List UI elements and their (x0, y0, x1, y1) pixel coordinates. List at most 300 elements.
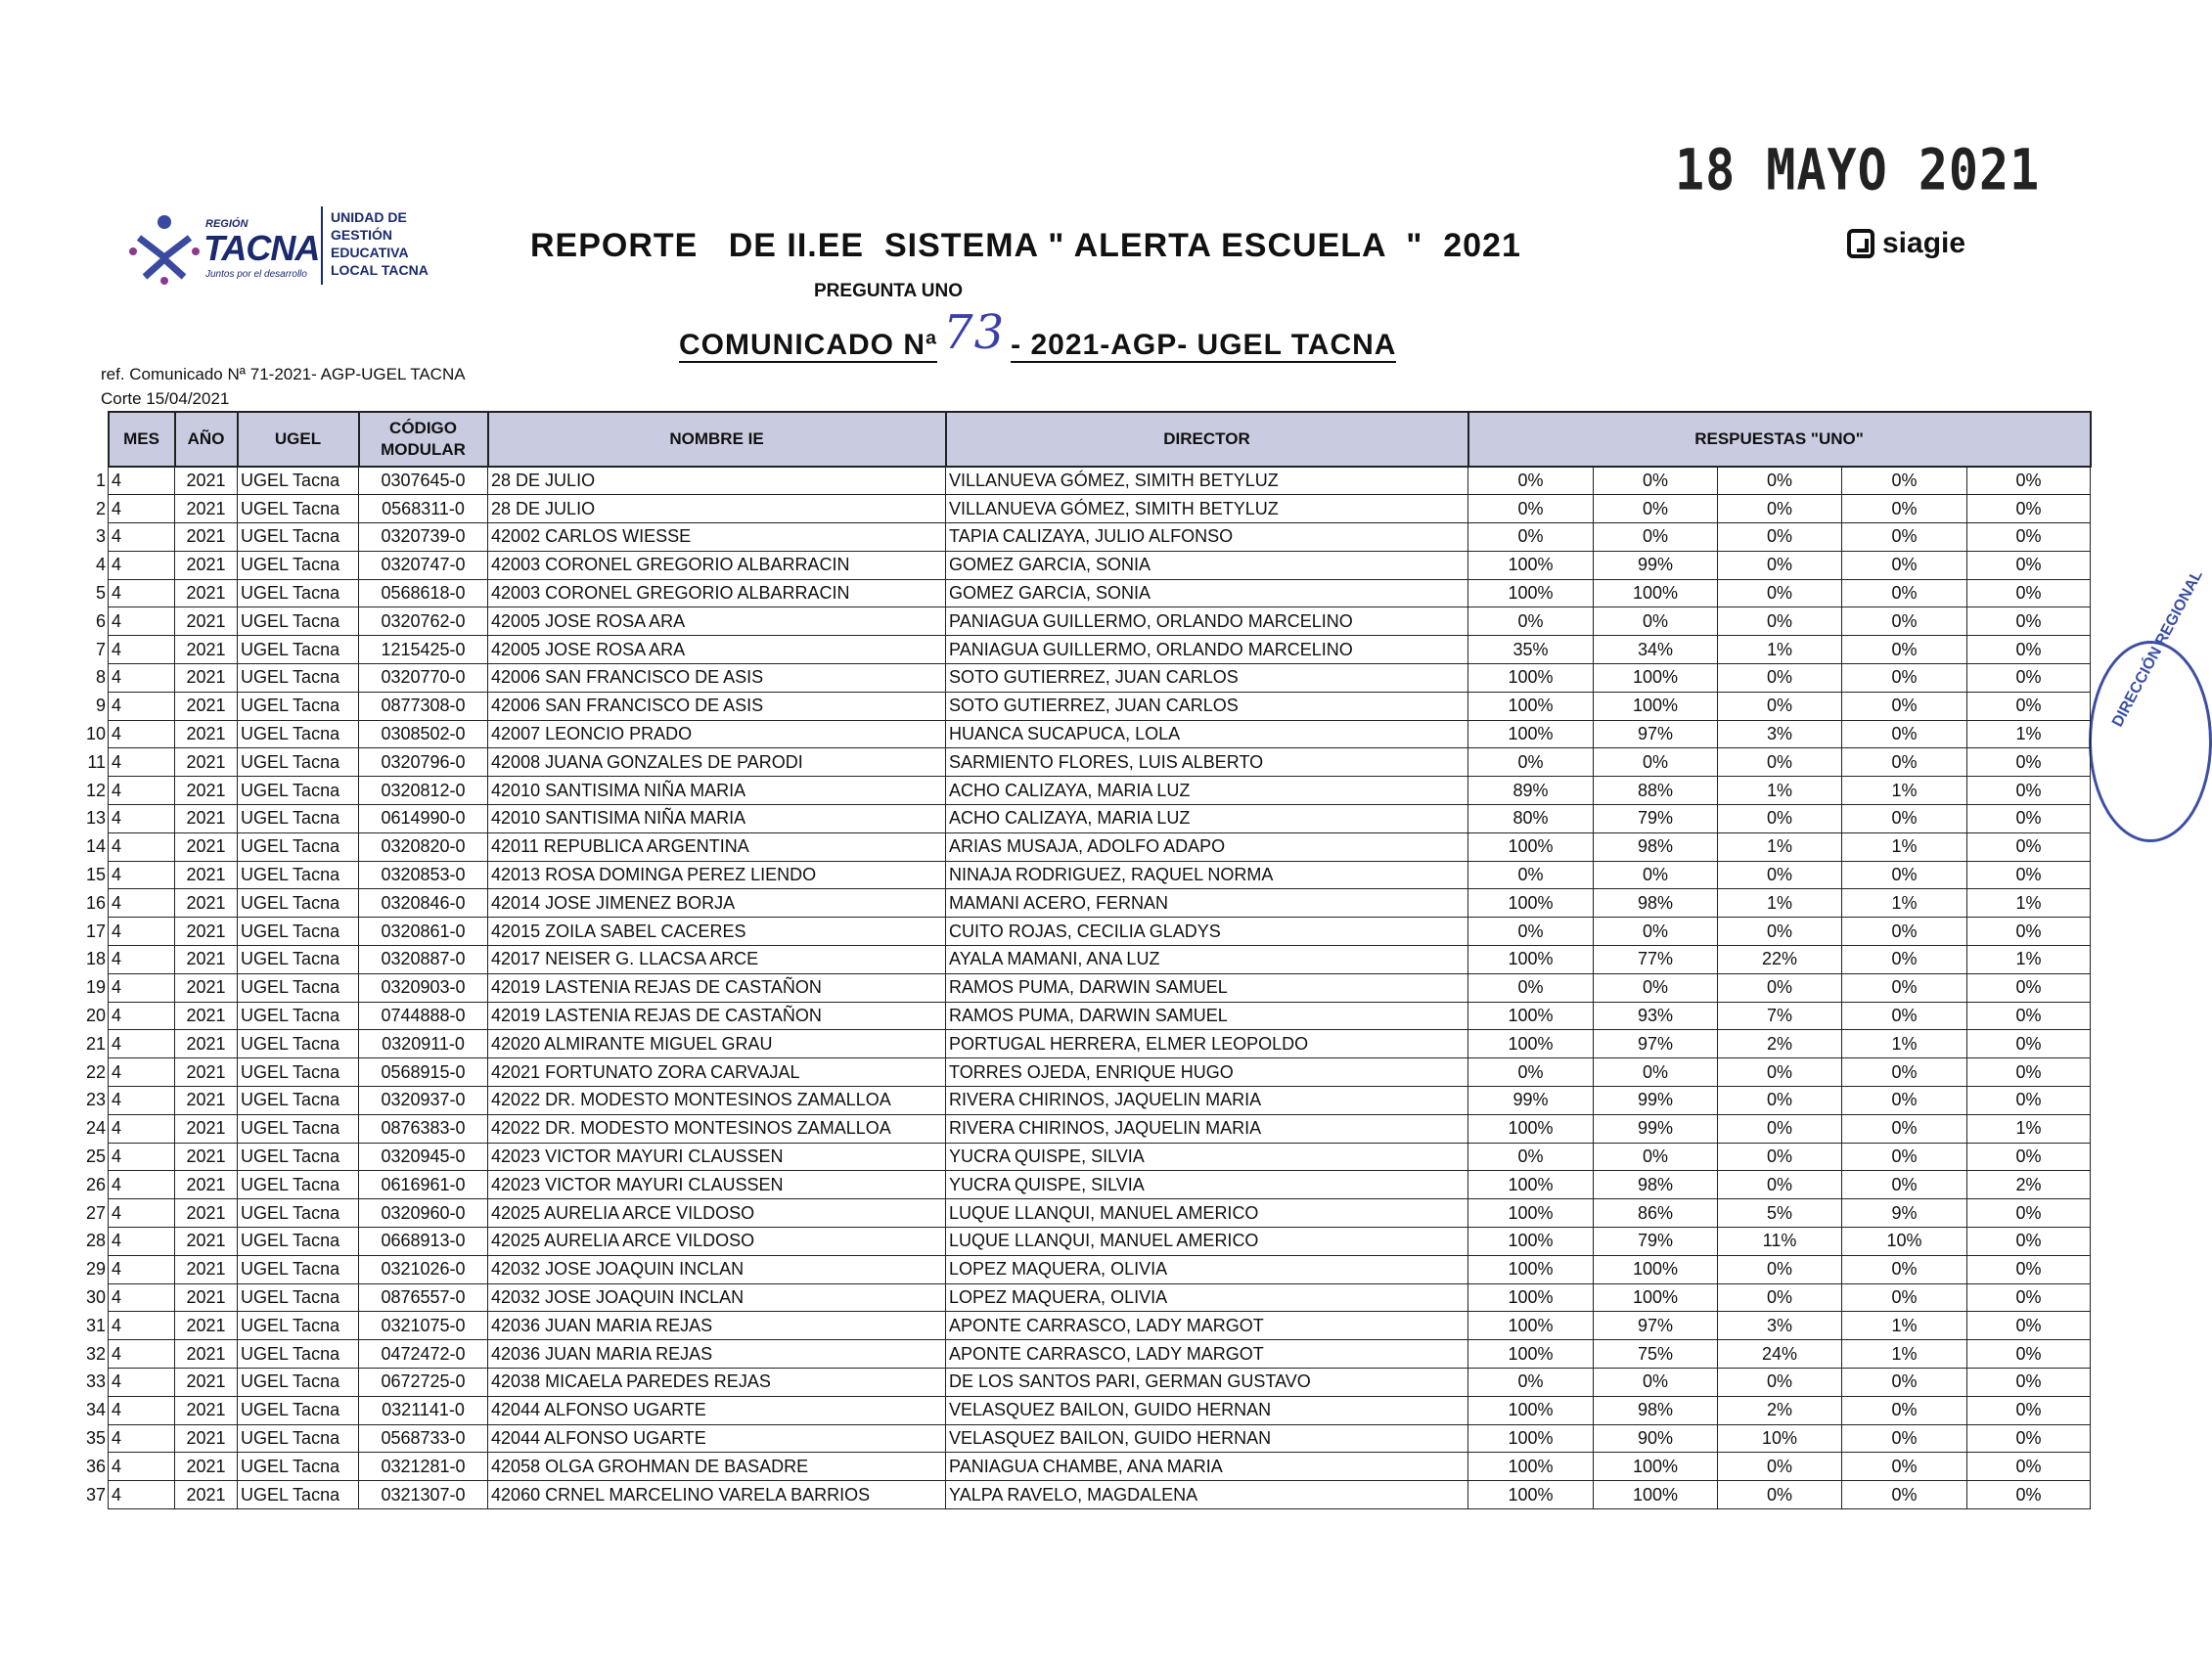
cell-resp-3: 1% (1718, 636, 1842, 664)
cell-resp-3: 0% (1718, 551, 1842, 579)
cell-resp-3: 24% (1718, 1340, 1842, 1369)
cell-codigo: 0321075-0 (359, 1312, 488, 1340)
row-number: 20 (86, 1006, 107, 1026)
cell-resp-2: 90% (1594, 1424, 1718, 1453)
row-number: 23 (86, 1090, 107, 1110)
row-number: 26 (86, 1174, 107, 1194)
row-number: 17 (86, 921, 107, 941)
row-number: 30 (86, 1287, 107, 1307)
cell-resp-1: 100% (1468, 1199, 1594, 1228)
cell-resp-3: 0% (1718, 1087, 1842, 1115)
cell-resp-2: 98% (1594, 889, 1718, 918)
cell-resp-4: 1% (1842, 832, 1967, 861)
cell-director: PANIAGUA GUILLERMO, ORLANDO MARCELINO (946, 636, 1468, 664)
cell-ugel: UGEL Tacna (238, 1114, 359, 1143)
table-row (83, 1228, 2091, 1256)
cell-nombre-ie: 42022 DR. MODESTO MONTESINOS ZAMALLOA (488, 1087, 946, 1115)
cell-resp-3: 3% (1718, 720, 1842, 748)
table-row (83, 636, 2091, 664)
cell-resp-1: 0% (1468, 861, 1594, 889)
cell-mes: 4 (109, 1002, 175, 1030)
cell-anio: 2021 (175, 1002, 238, 1030)
cell-nombre-ie: 42021 FORTUNATO ZORA CARVAJAL (488, 1058, 946, 1087)
cell-resp-2: 0% (1594, 918, 1718, 946)
cell-resp-4: 0% (1842, 973, 1967, 1002)
cell-resp-4: 0% (1842, 467, 1967, 495)
cell-resp-1: 100% (1468, 1340, 1594, 1369)
cell-resp-1: 100% (1468, 1171, 1594, 1199)
cell-ugel: UGEL Tacna (238, 664, 359, 693)
cell-resp-5: 0% (1967, 692, 2091, 720)
cell-anio: 2021 (175, 1171, 238, 1199)
cell-resp-1: 80% (1468, 805, 1594, 833)
cell-mes: 4 (109, 748, 175, 777)
cell-mes: 4 (109, 1030, 175, 1058)
report-table (83, 411, 2092, 1509)
cell-anio: 2021 (175, 1087, 238, 1115)
cell-codigo: 0320903-0 (359, 973, 488, 1002)
row-number: 32 (86, 1343, 107, 1364)
cell-codigo: 0614990-0 (359, 805, 488, 833)
cell-resp-1: 0% (1468, 748, 1594, 777)
cell-resp-5: 0% (1967, 495, 2091, 523)
cell-resp-5: 0% (1967, 1283, 2091, 1312)
cell-resp-2: 100% (1594, 664, 1718, 693)
cell-ugel: UGEL Tacna (238, 1312, 359, 1340)
cell-resp-2: 79% (1594, 805, 1718, 833)
cell-nombre-ie: 42005 JOSE ROSA ARA (488, 607, 946, 636)
cell-codigo: 0876383-0 (359, 1114, 488, 1143)
row-number: 6 (96, 610, 107, 631)
cell-resp-5: 0% (1967, 1369, 2091, 1397)
row-number: 34 (86, 1400, 107, 1420)
cell-mes: 4 (109, 1424, 175, 1453)
cell-anio: 2021 (175, 636, 238, 664)
cell-director: VILLANUEVA GÓMEZ, SIMITH BETYLUZ (946, 495, 1468, 523)
cell-resp-5: 0% (1967, 551, 2091, 579)
cell-ugel: UGEL Tacna (238, 720, 359, 748)
cell-codigo: 0320853-0 (359, 861, 488, 889)
cell-codigo: 0320796-0 (359, 748, 488, 777)
cell-resp-5: 0% (1967, 1002, 2091, 1030)
cell-resp-5: 0% (1967, 1199, 2091, 1228)
cell-resp-2: 100% (1594, 1255, 1718, 1283)
cell-director: YUCRA QUISPE, SILVIA (946, 1171, 1468, 1199)
cell-resp-4: 0% (1842, 861, 1967, 889)
cell-resp-1: 99% (1468, 1087, 1594, 1115)
cell-ugel: UGEL Tacna (238, 1171, 359, 1199)
cell-codigo: 0320911-0 (359, 1030, 488, 1058)
cell-mes: 4 (109, 664, 175, 693)
cell-resp-3: 0% (1718, 1369, 1842, 1397)
cell-mes: 4 (109, 1396, 175, 1424)
cell-ugel: UGEL Tacna (238, 1481, 359, 1509)
cell-resp-3: 1% (1718, 889, 1842, 918)
cell-codigo: 0321141-0 (359, 1396, 488, 1424)
cell-resp-5: 1% (1967, 1114, 2091, 1143)
cell-resp-4: 0% (1842, 1453, 1967, 1481)
cell-nombre-ie: 42017 NEISER G. LLACSA ARCE (488, 946, 946, 974)
cell-ugel: UGEL Tacna (238, 777, 359, 805)
cell-resp-3: 22% (1718, 946, 1842, 974)
question-label: PREGUNTA UNO (814, 281, 963, 301)
cell-codigo: 0308502-0 (359, 720, 488, 748)
cell-mes: 4 (109, 720, 175, 748)
table-row (83, 1396, 2091, 1424)
table-row (83, 1340, 2091, 1369)
table-row (83, 1283, 2091, 1312)
cell-mes: 4 (109, 1143, 175, 1171)
cell-director: SARMIENTO FLORES, LUIS ALBERTO (946, 748, 1468, 777)
cell-resp-4: 0% (1842, 495, 1967, 523)
cell-resp-2: 97% (1594, 720, 1718, 748)
cell-resp-1: 100% (1468, 1002, 1594, 1030)
cell-ugel: UGEL Tacna (238, 1143, 359, 1171)
cell-ugel: UGEL Tacna (238, 1396, 359, 1424)
cell-anio: 2021 (175, 748, 238, 777)
row-number: 27 (86, 1202, 107, 1223)
cell-resp-5: 0% (1967, 1030, 2091, 1058)
cell-resp-5: 0% (1967, 607, 2091, 636)
cell-resp-5: 1% (1967, 889, 2091, 918)
row-number: 24 (86, 1118, 107, 1139)
cell-resp-4: 1% (1842, 1340, 1967, 1369)
cell-resp-4: 0% (1842, 748, 1967, 777)
cell-resp-2: 75% (1594, 1340, 1718, 1369)
row-number: 35 (86, 1427, 107, 1448)
table-row (83, 1369, 2091, 1397)
table-row (83, 805, 2091, 833)
cell-anio: 2021 (175, 832, 238, 861)
cell-resp-3: 0% (1718, 1481, 1842, 1509)
cell-resp-3: 0% (1718, 748, 1842, 777)
cell-anio: 2021 (175, 1340, 238, 1369)
report-title: REPORTE DE II.EE SISTEMA " ALERTA ESCUELA " 2021 (530, 227, 1521, 264)
cell-resp-2: 97% (1594, 1312, 1718, 1340)
cell-ugel: UGEL Tacna (238, 1369, 359, 1397)
cell-mes: 4 (109, 1171, 175, 1199)
cell-resp-4: 0% (1842, 551, 1967, 579)
cell-resp-1: 100% (1468, 720, 1594, 748)
row-number: 18 (86, 949, 107, 969)
cell-nombre-ie: 42015 ZOILA SABEL CACERES (488, 918, 946, 946)
row-number: 19 (86, 977, 107, 998)
cell-codigo: 0321281-0 (359, 1453, 488, 1481)
cell-director: SOTO GUTIERREZ, JUAN CARLOS (946, 664, 1468, 693)
cell-resp-5: 0% (1967, 1058, 2091, 1087)
cell-resp-5: 0% (1967, 1255, 2091, 1283)
cell-resp-1: 0% (1468, 607, 1594, 636)
header-director: DIRECTOR (946, 412, 1468, 467)
official-seal (2089, 567, 2212, 842)
cell-nombre-ie: 42011 REPUBLICA ARGENTINA (488, 832, 946, 861)
cell-resp-5: 0% (1967, 777, 2091, 805)
row-number: 16 (86, 892, 107, 913)
cell-resp-3: 0% (1718, 495, 1842, 523)
row-number: 13 (86, 808, 107, 829)
cell-director: APONTE CARRASCO, LADY MARGOT (946, 1312, 1468, 1340)
cell-anio: 2021 (175, 1255, 238, 1283)
cell-resp-2: 100% (1594, 1481, 1718, 1509)
cell-resp-4: 0% (1842, 1143, 1967, 1171)
cell-codigo: 0321307-0 (359, 1481, 488, 1509)
cell-mes: 4 (109, 1283, 175, 1312)
cell-resp-5: 0% (1967, 523, 2091, 552)
cell-resp-3: 0% (1718, 523, 1842, 552)
cell-nombre-ie: 42060 CRNEL MARCELINO VARELA BARRIOS (488, 1481, 946, 1509)
cell-resp-2: 93% (1594, 1002, 1718, 1030)
cell-anio: 2021 (175, 1228, 238, 1256)
cell-ugel: UGEL Tacna (238, 805, 359, 833)
cell-director: ARIAS MUSAJA, ADOLFO ADAPO (946, 832, 1468, 861)
cell-codigo: 0568915-0 (359, 1058, 488, 1087)
cell-resp-5: 0% (1967, 467, 2091, 495)
cell-codigo: 0320945-0 (359, 1143, 488, 1171)
cell-ugel: UGEL Tacna (238, 918, 359, 946)
cell-resp-2: 34% (1594, 636, 1718, 664)
reference-note: ref. Comunicado Nª 71-2021- AGP-UGEL TACNA (101, 365, 466, 383)
row-number: 1 (96, 470, 107, 490)
cell-resp-3: 2% (1718, 1396, 1842, 1424)
cell-resp-3: 0% (1718, 805, 1842, 833)
cell-resp-2: 100% (1594, 1283, 1718, 1312)
table-row (83, 1058, 2091, 1087)
cell-director: GOMEZ GARCIA, SONIA (946, 579, 1468, 607)
cell-director: VELASQUEZ BAILON, GUIDO HERNAN (946, 1396, 1468, 1424)
cell-mes: 4 (109, 636, 175, 664)
cell-anio: 2021 (175, 551, 238, 579)
cell-resp-5: 0% (1967, 973, 2091, 1002)
cell-resp-1: 100% (1468, 1396, 1594, 1424)
table-row (83, 946, 2091, 974)
cell-anio: 2021 (175, 692, 238, 720)
cell-director: YALPA RAVELO, MAGDALENA (946, 1481, 1468, 1509)
cell-mes: 4 (109, 1255, 175, 1283)
table-row (83, 1453, 2091, 1481)
cell-nombre-ie: 42002 CARLOS WIESSE (488, 523, 946, 552)
cell-mes: 4 (109, 1114, 175, 1143)
cell-anio: 2021 (175, 1481, 238, 1509)
cell-codigo: 0320820-0 (359, 832, 488, 861)
cell-resp-2: 0% (1594, 607, 1718, 636)
comunicado-prefix: COMUNICADO Nª (679, 329, 938, 361)
cell-resp-3: 0% (1718, 664, 1842, 693)
table-row (83, 1002, 2091, 1030)
cell-mes: 4 (109, 1340, 175, 1369)
header-mes: MES (109, 412, 175, 467)
cell-codigo: 0320762-0 (359, 607, 488, 636)
cell-resp-5: 2% (1967, 1171, 2091, 1199)
cell-anio: 2021 (175, 1058, 238, 1087)
cell-director: PANIAGUA CHAMBE, ANA MARIA (946, 1453, 1468, 1481)
received-date-stamp: 18 MAYO 2021 (1675, 137, 2041, 203)
cell-resp-2: 100% (1594, 692, 1718, 720)
cell-mes: 4 (109, 607, 175, 636)
cell-director: PORTUGAL HERRERA, ELMER LEOPOLDO (946, 1030, 1468, 1058)
cell-director: GOMEZ GARCIA, SONIA (946, 551, 1468, 579)
cell-codigo: 0320937-0 (359, 1087, 488, 1115)
cell-nombre-ie: 42019 LASTENIA REJAS DE CASTAÑON (488, 1002, 946, 1030)
cell-nombre-ie: 42038 MICAELA PAREDES REJAS (488, 1369, 946, 1397)
cell-resp-4: 0% (1842, 1369, 1967, 1397)
cell-ugel: UGEL Tacna (238, 1228, 359, 1256)
cell-resp-4: 0% (1842, 1002, 1967, 1030)
cell-resp-1: 0% (1468, 918, 1594, 946)
table-row (83, 861, 2091, 889)
cell-resp-2: 79% (1594, 1228, 1718, 1256)
cell-anio: 2021 (175, 1312, 238, 1340)
cell-ugel: UGEL Tacna (238, 1030, 359, 1058)
cell-nombre-ie: 42010 SANTISIMA NIÑA MARIA (488, 805, 946, 833)
cell-resp-2: 100% (1594, 1453, 1718, 1481)
cell-ugel: UGEL Tacna (238, 1058, 359, 1087)
cell-director: LOPEZ MAQUERA, OLIVIA (946, 1283, 1468, 1312)
cell-nombre-ie: 42006 SAN FRANCISCO DE ASIS (488, 692, 946, 720)
logo-region-label: REGIÓN (205, 218, 248, 230)
row-number: 12 (86, 780, 107, 800)
table-row (83, 720, 2091, 748)
cell-director: VILLANUEVA GÓMEZ, SIMITH BETYLUZ (946, 467, 1468, 495)
cell-mes: 4 (109, 1199, 175, 1228)
cell-mes: 4 (109, 1312, 175, 1340)
cell-mes: 4 (109, 918, 175, 946)
cell-resp-1: 0% (1468, 1369, 1594, 1397)
row-number: 36 (86, 1456, 107, 1476)
cell-codigo: 0320747-0 (359, 551, 488, 579)
cell-mes: 4 (109, 777, 175, 805)
cell-resp-5: 0% (1967, 1453, 2091, 1481)
table-row (83, 777, 2091, 805)
cell-anio: 2021 (175, 1453, 238, 1481)
cell-ugel: UGEL Tacna (238, 467, 359, 495)
cell-resp-4: 1% (1842, 1312, 1967, 1340)
cell-anio: 2021 (175, 664, 238, 693)
cell-codigo: 0568311-0 (359, 495, 488, 523)
cell-resp-3: 0% (1718, 607, 1842, 636)
table-row (83, 1312, 2091, 1340)
cell-resp-1: 0% (1468, 523, 1594, 552)
cell-resp-5: 0% (1967, 1424, 2091, 1453)
cell-resp-1: 100% (1468, 1312, 1594, 1340)
table-row (83, 551, 2091, 579)
table-row (83, 832, 2091, 861)
cell-anio: 2021 (175, 918, 238, 946)
cell-nombre-ie: 42032 JOSE JOAQUIN INCLAN (488, 1283, 946, 1312)
cell-nombre-ie: 42003 CORONEL GREGORIO ALBARRACIN (488, 579, 946, 607)
cell-resp-2: 98% (1594, 1396, 1718, 1424)
cell-director: LUQUE LLANQUI, MANUEL AMERICO (946, 1199, 1468, 1228)
cell-anio: 2021 (175, 1143, 238, 1171)
cell-resp-4: 0% (1842, 1424, 1967, 1453)
table-row (83, 1199, 2091, 1228)
cell-resp-4: 0% (1842, 1396, 1967, 1424)
cell-resp-5: 0% (1967, 1087, 2091, 1115)
cell-codigo: 0472472-0 (359, 1340, 488, 1369)
cell-resp-4: 0% (1842, 1171, 1967, 1199)
cell-ugel: UGEL Tacna (238, 889, 359, 918)
cell-resp-3: 5% (1718, 1199, 1842, 1228)
cell-resp-5: 0% (1967, 832, 2091, 861)
table-row (83, 579, 2091, 607)
cell-codigo: 0320770-0 (359, 664, 488, 693)
region-tacna-logo (125, 201, 448, 298)
cell-nombre-ie: 42036 JUAN MARIA REJAS (488, 1312, 946, 1340)
cell-resp-5: 0% (1967, 805, 2091, 833)
row-number-header (83, 412, 109, 467)
cell-codigo: 1215425-0 (359, 636, 488, 664)
cell-anio: 2021 (175, 946, 238, 974)
cell-resp-5: 0% (1967, 861, 2091, 889)
cell-nombre-ie: 42022 DR. MODESTO MONTESINOS ZAMALLOA (488, 1114, 946, 1143)
cell-codigo: 0320960-0 (359, 1199, 488, 1228)
row-number: 22 (86, 1061, 107, 1082)
cell-director: ACHO CALIZAYA, MARIA LUZ (946, 805, 1468, 833)
header-anio: AÑO (175, 412, 238, 467)
cell-resp-2: 99% (1594, 551, 1718, 579)
table-row (83, 973, 2091, 1002)
cell-resp-3: 0% (1718, 1058, 1842, 1087)
cell-codigo: 0877308-0 (359, 692, 488, 720)
cell-ugel: UGEL Tacna (238, 1283, 359, 1312)
cell-nombre-ie: 42023 VICTOR MAYURI CLAUSSEN (488, 1143, 946, 1171)
cell-director: LOPEZ MAQUERA, OLIVIA (946, 1255, 1468, 1283)
cell-resp-2: 77% (1594, 946, 1718, 974)
cell-codigo: 0744888-0 (359, 1002, 488, 1030)
cell-mes: 4 (109, 495, 175, 523)
cell-codigo: 0668913-0 (359, 1228, 488, 1256)
cell-director: RAMOS PUMA, DARWIN SAMUEL (946, 973, 1468, 1002)
cell-resp-2: 88% (1594, 777, 1718, 805)
cell-codigo: 0876557-0 (359, 1283, 488, 1312)
cell-mes: 4 (109, 523, 175, 552)
cell-nombre-ie: 28 DE JULIO (488, 467, 946, 495)
cell-director: VELASQUEZ BAILON, GUIDO HERNAN (946, 1424, 1468, 1453)
cell-anio: 2021 (175, 607, 238, 636)
cell-resp-2: 99% (1594, 1087, 1718, 1115)
cell-director: APONTE CARRASCO, LADY MARGOT (946, 1340, 1468, 1369)
cell-resp-1: 89% (1468, 777, 1594, 805)
row-number: 31 (86, 1315, 107, 1335)
cell-resp-3: 0% (1718, 973, 1842, 1002)
cell-director: AYALA MAMANI, ANA LUZ (946, 946, 1468, 974)
cell-director: RAMOS PUMA, DARWIN SAMUEL (946, 1002, 1468, 1030)
cell-anio: 2021 (175, 720, 238, 748)
cell-mes: 4 (109, 832, 175, 861)
row-number: 28 (86, 1231, 107, 1251)
cell-resp-3: 1% (1718, 777, 1842, 805)
cell-nombre-ie: 42006 SAN FRANCISCO DE ASIS (488, 664, 946, 693)
cell-resp-1: 100% (1468, 1030, 1594, 1058)
cell-resp-4: 0% (1842, 1087, 1967, 1115)
table-row (83, 1171, 2091, 1199)
cell-mes: 4 (109, 889, 175, 918)
cell-resp-4: 0% (1842, 805, 1967, 833)
table-row (83, 467, 2091, 495)
cell-ugel: UGEL Tacna (238, 523, 359, 552)
cell-nombre-ie: 42044 ALFONSO UGARTE (488, 1424, 946, 1453)
cell-resp-4: 0% (1842, 579, 1967, 607)
cell-resp-2: 100% (1594, 579, 1718, 607)
cell-resp-2: 0% (1594, 748, 1718, 777)
cell-resp-1: 100% (1468, 1228, 1594, 1256)
cell-resp-3: 11% (1718, 1228, 1842, 1256)
cell-mes: 4 (109, 579, 175, 607)
cell-resp-3: 0% (1718, 1283, 1842, 1312)
cell-resp-2: 0% (1594, 1143, 1718, 1171)
cell-resp-4: 10% (1842, 1228, 1967, 1256)
cell-resp-3: 0% (1718, 579, 1842, 607)
cell-ugel: UGEL Tacna (238, 946, 359, 974)
